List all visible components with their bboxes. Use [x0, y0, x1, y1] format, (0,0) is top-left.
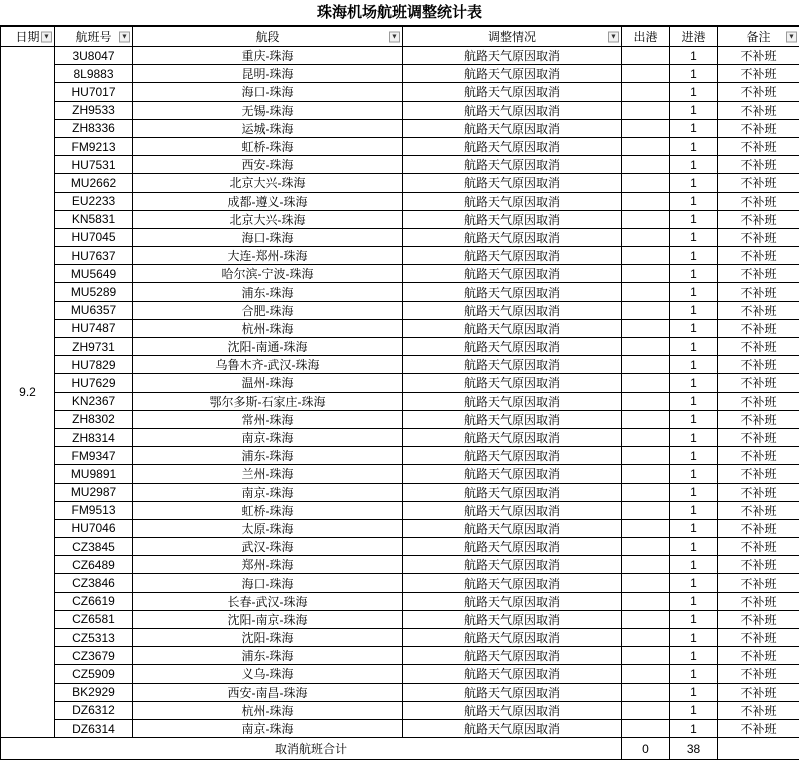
cell-flight-number: CZ5909 [55, 665, 133, 683]
cell-route: 武汉-珠海 [133, 538, 403, 556]
header-cell-date[interactable] [1, 27, 55, 47]
cell-route: 长春-武汉-珠海 [133, 592, 403, 610]
cell-flight-number: HU7829 [55, 356, 133, 374]
cell-route: 沈阳-南通-珠海 [133, 338, 403, 356]
cell-outbound [622, 265, 670, 283]
cell-route: 郑州-珠海 [133, 556, 403, 574]
cell-inbound: 1 [670, 647, 718, 665]
header-label-route: 航段 [255, 30, 280, 44]
cell-status: 航路天气原因取消 [403, 119, 622, 137]
cell-route: 南京-珠海 [133, 483, 403, 501]
flight-adjustment-table [0, 26, 799, 760]
cell-outbound [622, 465, 670, 483]
cell-outbound [622, 101, 670, 119]
table-row [1, 519, 799, 537]
header-label-status: 调整情况 [487, 30, 536, 44]
cell-note: 不补班 [718, 629, 799, 647]
cell-note: 不补班 [718, 247, 799, 265]
cell-outbound [622, 301, 670, 319]
cell-route: 成都-遵义-珠海 [133, 192, 403, 210]
cell-note: 不补班 [718, 465, 799, 483]
cell-outbound [622, 719, 670, 737]
table-row [1, 65, 799, 83]
cell-flight-number: HU7017 [55, 83, 133, 101]
cell-inbound: 1 [670, 265, 718, 283]
table-row [1, 701, 799, 719]
footer-note [718, 738, 799, 760]
cell-inbound: 1 [670, 156, 718, 174]
cell-note: 不补班 [718, 647, 799, 665]
cell-inbound: 1 [670, 410, 718, 428]
cell-route: 大连-郑州-珠海 [133, 247, 403, 265]
cell-flight-number: ZH8314 [55, 428, 133, 446]
header-label-note: 备注 [746, 30, 771, 44]
cell-status: 航路天气原因取消 [403, 301, 622, 319]
header-cell-note[interactable] [718, 27, 799, 47]
cell-route: 合肥-珠海 [133, 301, 403, 319]
cell-note: 不补班 [718, 47, 799, 65]
table-row [1, 83, 799, 101]
table-row [1, 228, 799, 246]
cell-note: 不补班 [718, 592, 799, 610]
cell-outbound [622, 174, 670, 192]
cell-status: 航路天气原因取消 [403, 156, 622, 174]
cell-flight-number: MU5289 [55, 283, 133, 301]
cell-inbound: 1 [670, 719, 718, 737]
cell-date: 9.2 [1, 47, 55, 738]
footer-outbound-total: 0 [622, 738, 670, 760]
cell-route: 海口-珠海 [133, 83, 403, 101]
cell-outbound [622, 483, 670, 501]
cell-note: 不补班 [718, 428, 799, 446]
cell-outbound [622, 247, 670, 265]
cell-route: 鄂尔多斯-石家庄-珠海 [133, 392, 403, 410]
table-row [1, 647, 799, 665]
table-row [1, 374, 799, 392]
cell-status: 航路天气原因取消 [403, 192, 622, 210]
cell-note: 不补班 [718, 410, 799, 428]
cell-route: 浦东-珠海 [133, 447, 403, 465]
cell-flight-number: BK2929 [55, 683, 133, 701]
cell-outbound [622, 665, 670, 683]
cell-flight-number: HU7487 [55, 319, 133, 337]
cell-route: 北京大兴-珠海 [133, 174, 403, 192]
cell-status: 航路天气原因取消 [403, 356, 622, 374]
chevron-down-icon[interactable]: ▼ [41, 31, 52, 42]
cell-note: 不补班 [718, 137, 799, 155]
cell-inbound: 1 [670, 101, 718, 119]
cell-route: 海口-珠海 [133, 574, 403, 592]
cell-inbound: 1 [670, 65, 718, 83]
table-row [1, 719, 799, 737]
cell-note: 不补班 [718, 501, 799, 519]
table-row [1, 501, 799, 519]
cell-outbound [622, 610, 670, 628]
cell-inbound: 1 [670, 483, 718, 501]
cell-note: 不补班 [718, 174, 799, 192]
cell-outbound [622, 156, 670, 174]
cell-route: 乌鲁木齐-武汉-珠海 [133, 356, 403, 374]
table-row [1, 465, 799, 483]
cell-inbound: 1 [670, 210, 718, 228]
cell-route: 西安-珠海 [133, 156, 403, 174]
cell-inbound: 1 [670, 465, 718, 483]
cell-flight-number: FM9513 [55, 501, 133, 519]
table-row [1, 356, 799, 374]
cell-inbound: 1 [670, 556, 718, 574]
cell-note: 不补班 [718, 392, 799, 410]
table-row [1, 483, 799, 501]
header-cell-route[interactable] [133, 27, 403, 47]
cell-flight-number: ZH9533 [55, 101, 133, 119]
cell-route: 海口-珠海 [133, 228, 403, 246]
table-row [1, 156, 799, 174]
cell-inbound: 1 [670, 374, 718, 392]
cell-inbound: 1 [670, 629, 718, 647]
cell-outbound [622, 556, 670, 574]
cell-flight-number: ZH9731 [55, 338, 133, 356]
cell-inbound: 1 [670, 356, 718, 374]
cell-route: 哈尔滨-宁波-珠海 [133, 265, 403, 283]
cell-outbound [622, 338, 670, 356]
cell-inbound: 1 [670, 428, 718, 446]
cell-flight-number: HU7637 [55, 247, 133, 265]
cell-status: 航路天气原因取消 [403, 483, 622, 501]
cell-status: 航路天气原因取消 [403, 83, 622, 101]
cell-outbound [622, 683, 670, 701]
cell-flight-number: FM9213 [55, 137, 133, 155]
cell-route: 北京大兴-珠海 [133, 210, 403, 228]
cell-note: 不补班 [718, 83, 799, 101]
cell-note: 不补班 [718, 519, 799, 537]
cell-note: 不补班 [718, 192, 799, 210]
cell-outbound [622, 629, 670, 647]
cell-status: 航路天气原因取消 [403, 501, 622, 519]
cell-outbound [622, 356, 670, 374]
cell-status: 航路天气原因取消 [403, 428, 622, 446]
table-row [1, 247, 799, 265]
header-cell-outbound [622, 27, 670, 47]
cell-inbound: 1 [670, 447, 718, 465]
header-label-date: 日期 [15, 30, 40, 44]
cell-flight-number: HU7531 [55, 156, 133, 174]
table-row [1, 47, 799, 65]
cell-flight-number: KN2367 [55, 392, 133, 410]
cell-inbound: 1 [670, 283, 718, 301]
cell-flight-number: CZ6619 [55, 592, 133, 610]
cell-note: 不补班 [718, 356, 799, 374]
cell-flight-number: MU9891 [55, 465, 133, 483]
cell-inbound: 1 [670, 538, 718, 556]
cell-route: 运城-珠海 [133, 119, 403, 137]
cell-route: 虹桥-珠海 [133, 137, 403, 155]
cell-route: 浦东-珠海 [133, 283, 403, 301]
cell-status: 航路天气原因取消 [403, 683, 622, 701]
cell-note: 不补班 [718, 319, 799, 337]
table-row [1, 174, 799, 192]
cell-note: 不补班 [718, 101, 799, 119]
cell-note: 不补班 [718, 574, 799, 592]
cell-outbound [622, 410, 670, 428]
cell-outbound [622, 501, 670, 519]
cell-outbound [622, 392, 670, 410]
cell-status: 航路天气原因取消 [403, 47, 622, 65]
page-title: 珠海机场航班调整统计表 [0, 0, 799, 26]
cell-note: 不补班 [718, 556, 799, 574]
cell-status: 航路天气原因取消 [403, 137, 622, 155]
cell-flight-number: CZ6489 [55, 556, 133, 574]
cell-status: 航路天气原因取消 [403, 465, 622, 483]
cell-route: 昆明-珠海 [133, 65, 403, 83]
table-row [1, 392, 799, 410]
cell-flight-number: CZ3845 [55, 538, 133, 556]
cell-status: 航路天气原因取消 [403, 374, 622, 392]
cell-inbound: 1 [670, 119, 718, 137]
table-row [1, 119, 799, 137]
cell-outbound [622, 428, 670, 446]
cell-flight-number: HU7046 [55, 519, 133, 537]
cell-route: 西安-南昌-珠海 [133, 683, 403, 701]
table-row [1, 265, 799, 283]
header-label-inbound: 进港 [681, 30, 706, 44]
table-row [1, 592, 799, 610]
table-row [1, 338, 799, 356]
chevron-down-icon[interactable]: ▼ [786, 31, 797, 42]
cell-outbound [622, 647, 670, 665]
table-row [1, 574, 799, 592]
cell-outbound [622, 47, 670, 65]
cell-outbound [622, 65, 670, 83]
cell-status: 航路天气原因取消 [403, 719, 622, 737]
cell-note: 不补班 [718, 701, 799, 719]
cell-note: 不补班 [718, 156, 799, 174]
cell-status: 航路天气原因取消 [403, 174, 622, 192]
cell-outbound [622, 283, 670, 301]
cell-flight-number: ZH8302 [55, 410, 133, 428]
table-row [1, 283, 799, 301]
cell-status: 航路天气原因取消 [403, 519, 622, 537]
cell-inbound: 1 [670, 301, 718, 319]
cell-outbound [622, 592, 670, 610]
cell-inbound: 1 [670, 137, 718, 155]
cell-note: 不补班 [718, 610, 799, 628]
header-cell-inbound [670, 27, 718, 47]
cell-note: 不补班 [718, 265, 799, 283]
cell-route: 义乌-珠海 [133, 665, 403, 683]
cell-route: 沈阳-珠海 [133, 629, 403, 647]
cell-inbound: 1 [670, 610, 718, 628]
cell-route: 兰州-珠海 [133, 465, 403, 483]
cell-inbound: 1 [670, 683, 718, 701]
cell-note: 不补班 [718, 301, 799, 319]
cell-flight-number: HU7629 [55, 374, 133, 392]
table-row [1, 428, 799, 446]
cell-outbound [622, 83, 670, 101]
cell-outbound [622, 319, 670, 337]
cell-note: 不补班 [718, 719, 799, 737]
footer-inbound-total: 38 [670, 738, 718, 760]
table-row [1, 538, 799, 556]
cell-status: 航路天气原因取消 [403, 65, 622, 83]
header-label-outbound: 出港 [633, 30, 658, 44]
cell-flight-number: HU7045 [55, 228, 133, 246]
cell-note: 不补班 [718, 228, 799, 246]
cell-status: 航路天气原因取消 [403, 101, 622, 119]
cell-route: 南京-珠海 [133, 719, 403, 737]
cell-status: 航路天气原因取消 [403, 665, 622, 683]
cell-note: 不补班 [718, 538, 799, 556]
cell-status: 航路天气原因取消 [403, 701, 622, 719]
cell-outbound [622, 574, 670, 592]
cell-flight-number: CZ3846 [55, 574, 133, 592]
table-row [1, 101, 799, 119]
cell-status: 航路天气原因取消 [403, 338, 622, 356]
cell-flight-number: CZ6581 [55, 610, 133, 628]
table-row [1, 665, 799, 683]
cell-flight-number: DZ6314 [55, 719, 133, 737]
cell-inbound: 1 [670, 519, 718, 537]
cell-outbound [622, 210, 670, 228]
cell-inbound: 1 [670, 592, 718, 610]
cell-flight-number: 3U8047 [55, 47, 133, 65]
cell-inbound: 1 [670, 174, 718, 192]
cell-status: 航路天气原因取消 [403, 265, 622, 283]
cell-note: 不补班 [718, 683, 799, 701]
cell-status: 航路天气原因取消 [403, 228, 622, 246]
cell-flight-number: KN5831 [55, 210, 133, 228]
cell-route: 虹桥-珠海 [133, 501, 403, 519]
cell-inbound: 1 [670, 574, 718, 592]
cell-outbound [622, 228, 670, 246]
cell-route: 温州-珠海 [133, 374, 403, 392]
table-row [1, 210, 799, 228]
header-cell-flight[interactable] [55, 27, 133, 47]
cell-flight-number: MU2662 [55, 174, 133, 192]
cell-note: 不补班 [718, 447, 799, 465]
cell-note: 不补班 [718, 65, 799, 83]
cell-flight-number: MU5649 [55, 265, 133, 283]
cell-note: 不补班 [718, 119, 799, 137]
cell-route: 重庆-珠海 [133, 47, 403, 65]
cell-flight-number: EU2233 [55, 192, 133, 210]
header-label-flight: 航班号 [75, 30, 112, 44]
table-row [1, 610, 799, 628]
cell-outbound [622, 374, 670, 392]
cell-note: 不补班 [718, 665, 799, 683]
cell-status: 航路天气原因取消 [403, 410, 622, 428]
footer-label-total: 取消航班合计 [1, 738, 622, 760]
cell-inbound: 1 [670, 392, 718, 410]
cell-status: 航路天气原因取消 [403, 247, 622, 265]
cell-status: 航路天气原因取消 [403, 574, 622, 592]
cell-route: 太原-珠海 [133, 519, 403, 537]
cell-outbound [622, 701, 670, 719]
cell-flight-number: DZ6312 [55, 701, 133, 719]
cell-route: 南京-珠海 [133, 428, 403, 446]
chevron-down-icon[interactable]: ▼ [119, 31, 130, 42]
cell-outbound [622, 447, 670, 465]
table-row [1, 556, 799, 574]
table-row [1, 137, 799, 155]
cell-inbound: 1 [670, 319, 718, 337]
table-row [1, 192, 799, 210]
cell-route: 杭州-珠海 [133, 701, 403, 719]
cell-outbound [622, 538, 670, 556]
cell-status: 航路天气原因取消 [403, 319, 622, 337]
cell-outbound [622, 192, 670, 210]
cell-flight-number: 8L9883 [55, 65, 133, 83]
table-row [1, 683, 799, 701]
table-footer-row [1, 738, 799, 760]
cell-note: 不补班 [718, 283, 799, 301]
cell-route: 常州-珠海 [133, 410, 403, 428]
cell-inbound: 1 [670, 338, 718, 356]
cell-status: 航路天气原因取消 [403, 647, 622, 665]
cell-outbound [622, 137, 670, 155]
cell-flight-number: MU2987 [55, 483, 133, 501]
cell-inbound: 1 [670, 247, 718, 265]
cell-status: 航路天气原因取消 [403, 610, 622, 628]
cell-route: 浦东-珠海 [133, 647, 403, 665]
cell-route: 沈阳-南京-珠海 [133, 610, 403, 628]
cell-status: 航路天气原因取消 [403, 210, 622, 228]
cell-route: 杭州-珠海 [133, 319, 403, 337]
table-row [1, 410, 799, 428]
cell-flight-number: ZH8336 [55, 119, 133, 137]
table-header-row [1, 27, 799, 47]
cell-inbound: 1 [670, 47, 718, 65]
cell-flight-number: CZ3679 [55, 647, 133, 665]
table-row [1, 301, 799, 319]
table-row [1, 629, 799, 647]
cell-note: 不补班 [718, 483, 799, 501]
chevron-down-icon[interactable]: ▼ [389, 31, 400, 42]
cell-flight-number: FM9347 [55, 447, 133, 465]
cell-status: 航路天气原因取消 [403, 283, 622, 301]
cell-outbound [622, 519, 670, 537]
cell-outbound [622, 119, 670, 137]
cell-flight-number: CZ5313 [55, 629, 133, 647]
cell-status: 航路天气原因取消 [403, 392, 622, 410]
cell-inbound: 1 [670, 192, 718, 210]
cell-status: 航路天气原因取消 [403, 538, 622, 556]
cell-status: 航路天气原因取消 [403, 556, 622, 574]
cell-note: 不补班 [718, 338, 799, 356]
cell-inbound: 1 [670, 83, 718, 101]
cell-status: 航路天气原因取消 [403, 447, 622, 465]
cell-inbound: 1 [670, 501, 718, 519]
table-row [1, 447, 799, 465]
cell-note: 不补班 [718, 210, 799, 228]
cell-note: 不补班 [718, 374, 799, 392]
cell-route: 无锡-珠海 [133, 101, 403, 119]
cell-inbound: 1 [670, 228, 718, 246]
cell-status: 航路天气原因取消 [403, 592, 622, 610]
cell-status: 航路天气原因取消 [403, 629, 622, 647]
chevron-down-icon[interactable]: ▼ [608, 31, 619, 42]
table-row [1, 319, 799, 337]
cell-inbound: 1 [670, 701, 718, 719]
header-cell-status[interactable] [403, 27, 622, 47]
cell-inbound: 1 [670, 665, 718, 683]
cell-flight-number: MU6357 [55, 301, 133, 319]
